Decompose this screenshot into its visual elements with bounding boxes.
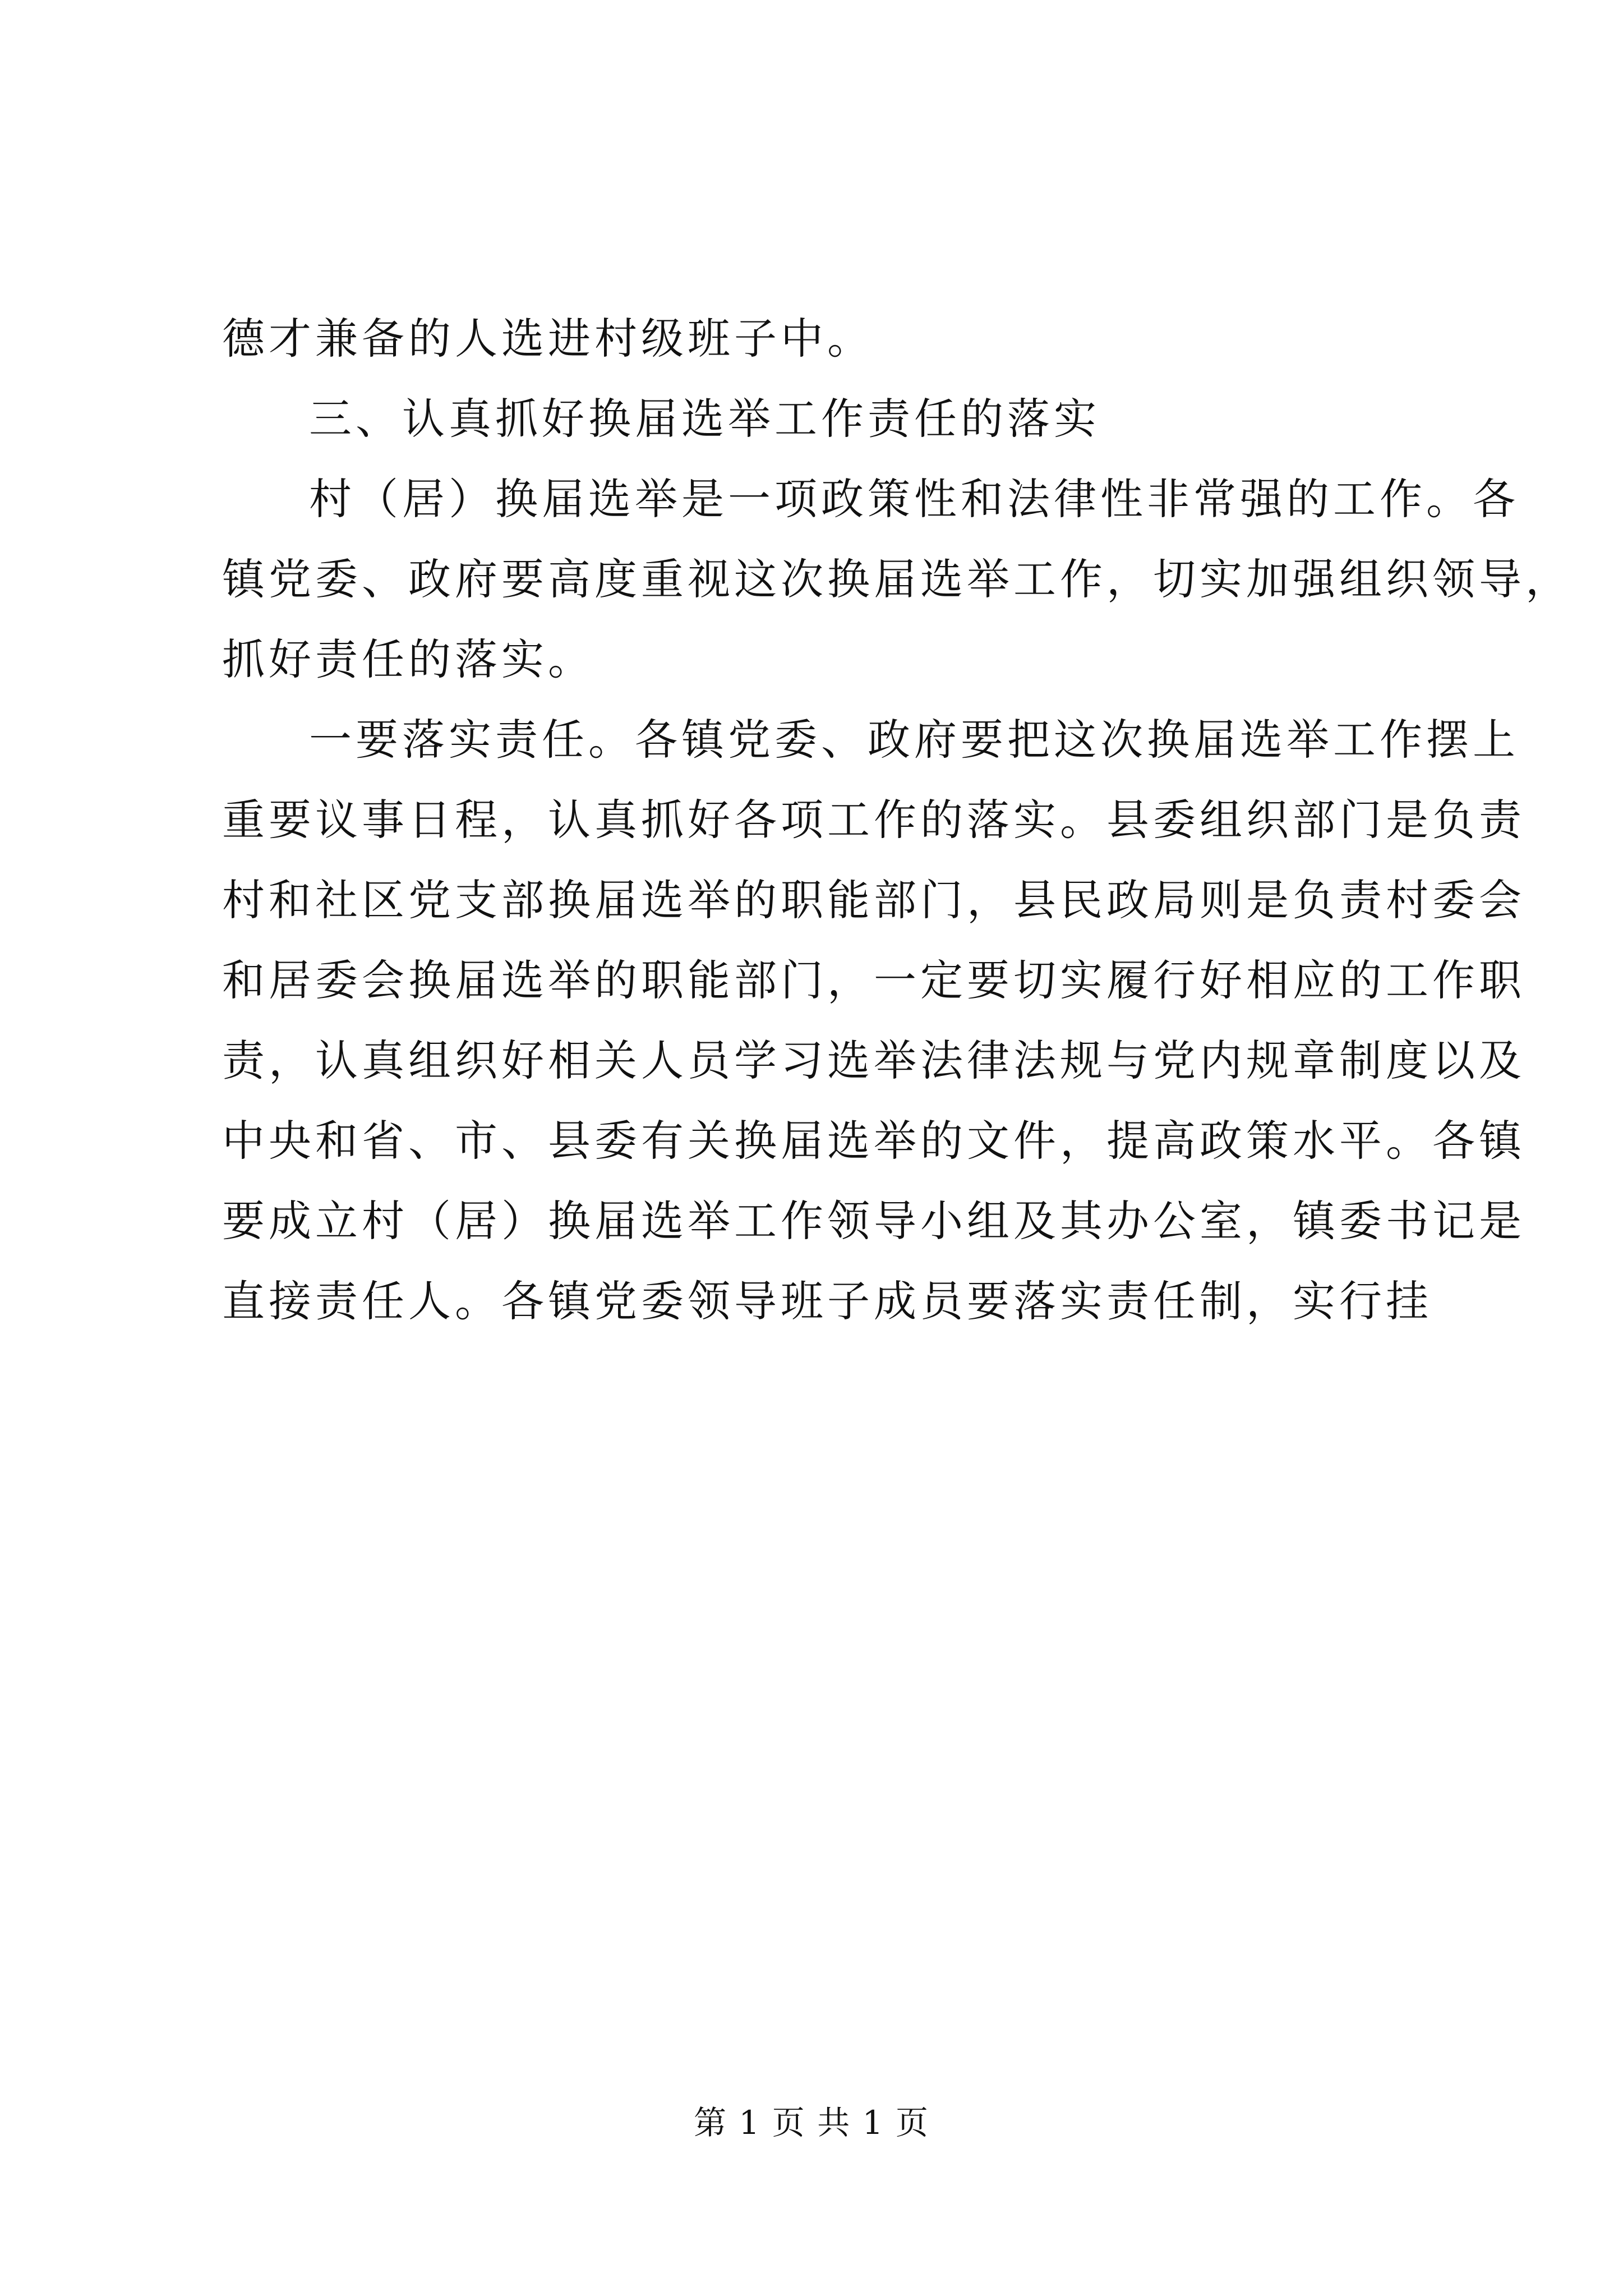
paragraph-line: 抓好责任的落实。 <box>222 634 594 684</box>
paragraph-line: 村和社区党支部换届选举的职能部门，县民政局则是负责村委会 <box>222 875 1525 925</box>
paragraph-line: 村（居）换届选举是一项政策性和法律性非常强的工作。各 <box>309 474 1519 524</box>
paragraph-line: 中央和省、市、县委有关换届选举的文件，提高政策水平。各镇 <box>222 1116 1525 1166</box>
paragraph-line: 镇党委、政府要高度重视这次换届选举工作，切实加强组织领导， <box>222 554 1572 604</box>
paragraph-line: 重要议事日程，认真抓好各项工作的落实。县委组织部门是负责 <box>222 795 1525 845</box>
paragraph-line: 和居委会换届选举的职能部门，一定要切实履行好相应的工作职 <box>222 955 1525 1005</box>
page-number-footer: 第 1 页 共 1 页 <box>694 2104 929 2142</box>
paragraph-line: 德才兼备的人选进村级班子中。 <box>222 314 874 364</box>
paragraph-line: 责，认真组织好相关人员学习选举法律法规与党内规章制度以及 <box>222 1036 1525 1085</box>
paragraph-line: 要成立村（居）换届选举工作领导小组及其办公室，镇委书记是 <box>222 1196 1525 1246</box>
document-body <box>222 298 1572 1341</box>
section-heading: 三、认真抓好换届选举工作责任的落实 <box>309 394 1100 444</box>
paragraph-line: 直接责任人。各镇党委领导班子成员要落实责任制，实行挂 <box>222 1276 1432 1326</box>
paragraph-line: 一要落实责任。各镇党委、政府要把这次换届选举工作摆上 <box>309 715 1519 765</box>
